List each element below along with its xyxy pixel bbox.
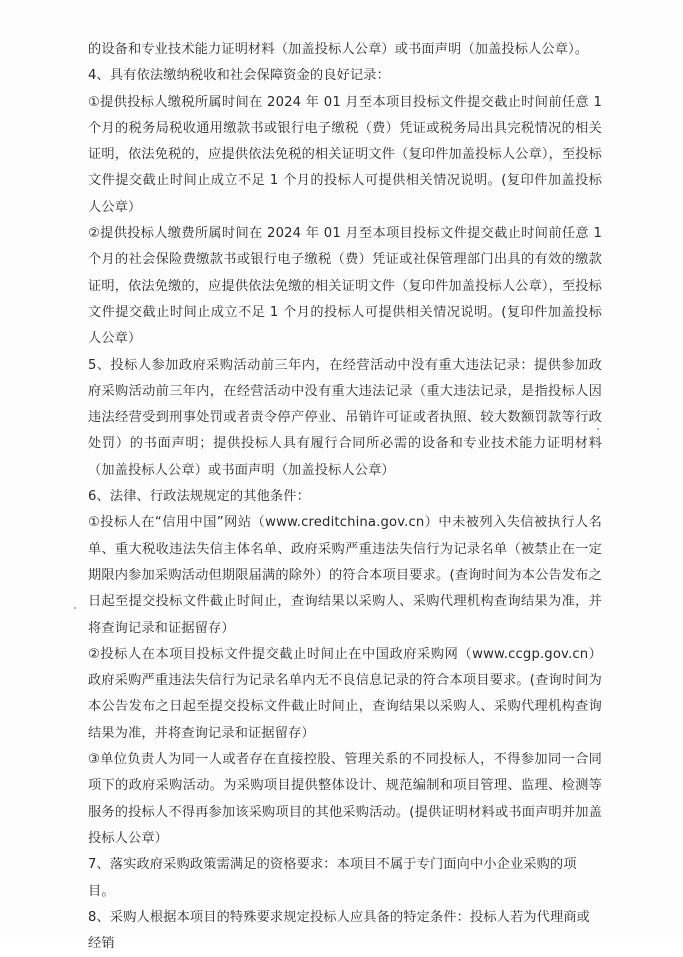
- paragraph-continuation: 的设备和专业技术能力证明材料（加盖投标人公章）或书面声明（加盖投标人公章）。: [88, 42, 589, 57]
- item-5-paragraph: 5、投标人参加政府采购活动前三年内，在经营活动中没有重大违法记录：提供参加政府采购活动前三年内，在经营活动中没有重大违法记录（重大违法记录，是指投标人因违法经营受到刑事处罚或者责令停产停业、吊销许可证或者执照、较大数额罚款等行政处罚）的书面声明；提供投标人具有履行合同所必需的设备和专业技术能力证明材料（加盖投标人公章）或书面声明（加盖投标人公章）: [88, 357, 602, 478]
- item-6-heading: 6、法律、行政法规规定的其他条件：: [88, 489, 310, 505]
- item-6-subitem-2: ②投标人在本项目投标文件提交截止时间止在中国政府采购网（www.ccgp.gov.cn）政府采购严重违法失信行为记录名单内无不良信息记录的符合本项目要求。(查询时间为本公告发布之日起至提交投标文件截止时间止，查询结果以采购人、采购代理机构查询结果为准，并将查询记录和证据留存）: [88, 646, 602, 741]
- item-4-subitem-2: ②提供投标人缴费所属时间在 2024 年 01 月至本项目投标文件提交截止时间前任意 1 个月的社会保险费缴款书或银行电子缴税（费）凭证或社保管理部门出具的有效的缴款证明，依法免缴的，应提供依法免缴的相关证明文件（复印件加盖投标人公章），至投标文件提交截止时间止成立不足 1 个月的投标人可提供相关情况说明。(复印件加盖投标人公章）: [88, 226, 602, 347]
- item-7-paragraph: 7、落实政府采购政策需满足的资格要求：本项目不属于专门面向中小企业采购的项目。: [88, 857, 577, 899]
- item-4-heading: 4、具有依法缴纳税收和社会保障资金的良好记录：: [88, 68, 390, 84]
- item-6-subitem-1: ①投标人在“信用中国”网站（www.creditchina.gov.cn）中未被列入失信被执行人名单、重大税收违法失信主体名单、政府采购严重违法失信行为记录名单（被禁止在一定期限内参加采购活动但期限届满的除外）的符合本项目要求。(查询时间为本公告发布之日起至提交投标文件截止时间止，查询结果以采购人、采购代理机构查询结果为准，并将查询记录和证据留存）: [88, 515, 602, 636]
- scan-speck: [597, 428, 599, 430]
- scan-speck: [74, 607, 76, 609]
- item-6-subitem-3: ③单位负责人为同一人或者存在直接控股、管理关系的不同投标人，不得参加同一合同项下的政府采购活动。为采购项目提供整体设计、规范编制和项目管理、监理、检测等服务的投标人不得再参加该采购项目的其他采购活动。(提供证明材料或书面声明并加盖投标人公章）: [88, 752, 602, 846]
- document-body: [88, 37, 602, 957]
- item-8-paragraph: 8、采购人根据本项目的特殊要求规定投标人应具备的特定条件：投标人若为代理商或经销: [88, 909, 591, 952]
- item-4-subitem-1: ①提供投标人缴税所属时间在 2024 年 01 月至本项目投标文件提交截止时间前任意 1 个月的税务局税收通用缴款书或银行电子缴税（费）凭证或税务局出具完税情况的相关证明，依法免税的，应提供依法免税的相关证明文件（复印件加盖投标人公章），至投标文件提交截止时间止成立不足 1 个月的投标人可提供相关情况说明。(复印件加盖投标人公章）: [88, 94, 602, 215]
